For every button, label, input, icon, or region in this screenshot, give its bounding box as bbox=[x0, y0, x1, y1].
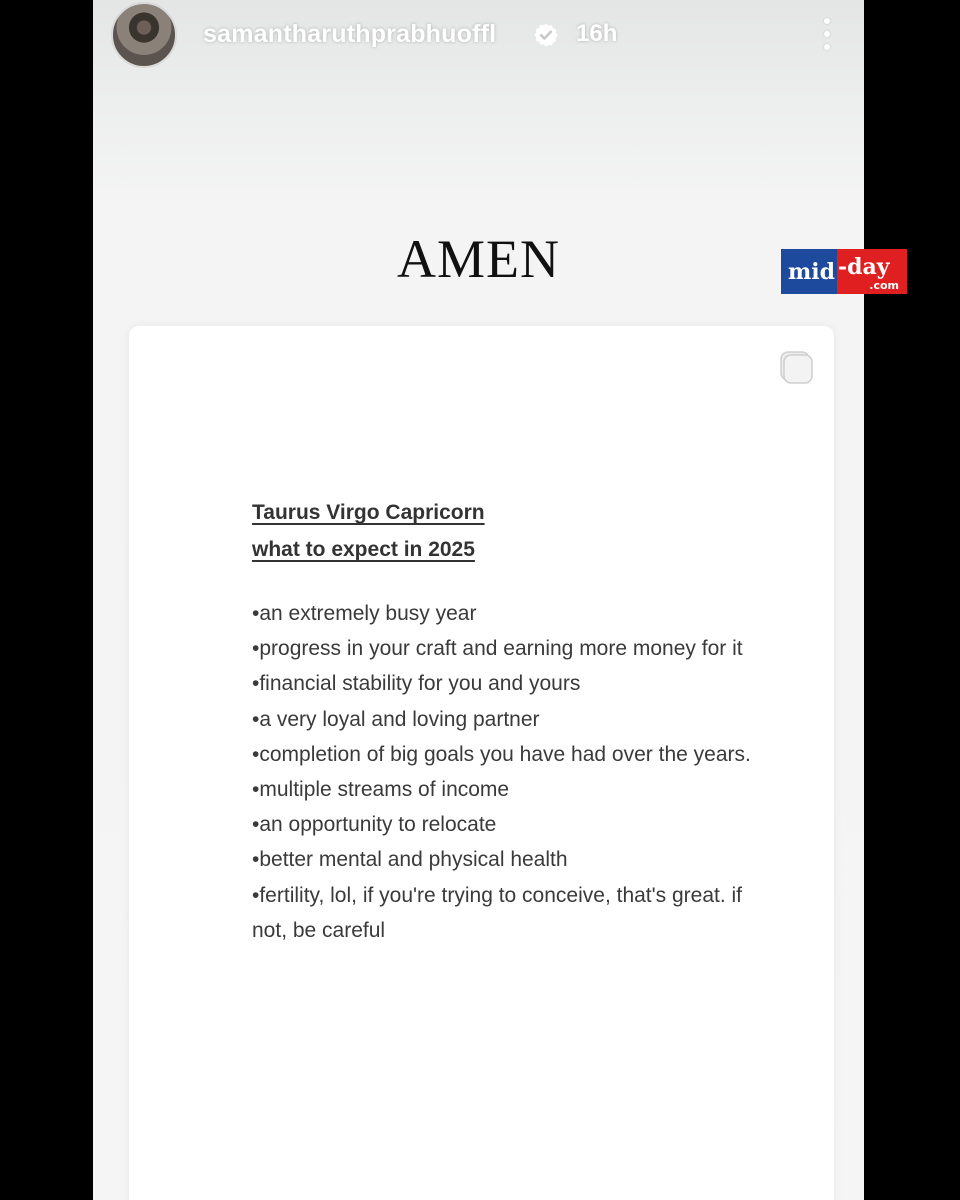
copy-icon[interactable] bbox=[779, 350, 813, 384]
story-viewer[interactable] bbox=[93, 0, 864, 1200]
heading-signs: Taurus Virgo Capricorn bbox=[252, 501, 485, 524]
quote-card bbox=[129, 326, 834, 1200]
list-item: •an opportunity to relocate bbox=[252, 813, 497, 837]
expectations-list bbox=[252, 596, 752, 948]
logo-day bbox=[837, 249, 907, 294]
logo-mid: mid bbox=[781, 249, 837, 294]
more-options-icon[interactable] bbox=[815, 14, 839, 54]
story-title: AMEN bbox=[397, 229, 560, 289]
avatar[interactable] bbox=[111, 2, 177, 68]
list-item: •completion of big goals you have had over the years. bbox=[252, 742, 751, 766]
list-item: •an extremely busy year bbox=[252, 602, 477, 625]
story-header bbox=[93, 0, 864, 72]
list-item: •multiple streams of income bbox=[252, 778, 510, 802]
verified-badge-icon bbox=[533, 22, 559, 48]
mid-day-watermark-logo bbox=[781, 249, 907, 294]
logo-com: .com bbox=[869, 279, 899, 292]
username[interactable]: samantharuthprabhuoffl bbox=[203, 20, 497, 48]
list-item: •fertility, lol, if you're trying to conceive, that's great. if not, be careful bbox=[252, 883, 743, 942]
list-item: •financial stability for you and yours bbox=[252, 672, 581, 696]
list-item: •progress in your craft and earning more money for it bbox=[252, 637, 743, 661]
post-time: 16h bbox=[576, 20, 618, 47]
heading-subtitle: what to expect in 2025 bbox=[252, 538, 475, 561]
list-item: •a very loyal and loving partner bbox=[252, 707, 540, 731]
card-heading bbox=[252, 494, 485, 568]
list-item: •better mental and physical health bbox=[252, 848, 568, 872]
logo-day-text: -day bbox=[838, 254, 890, 280]
